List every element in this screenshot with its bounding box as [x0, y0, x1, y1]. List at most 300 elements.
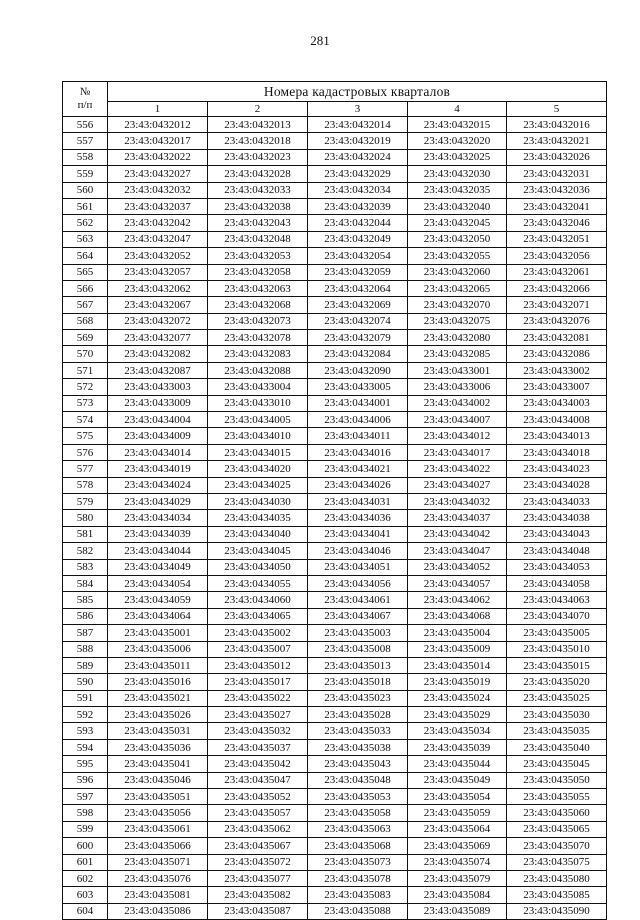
cadastral-number-cell: 23:43:0435001	[108, 625, 208, 641]
table-row	[63, 821, 607, 837]
cadastral-number-cell: 23:43:0434040	[208, 526, 308, 542]
row-number-cell: 601	[63, 854, 108, 870]
cadastral-number-cell: 23:43:0434007	[408, 412, 507, 428]
cadastral-number-cell: 23:43:0432084	[308, 346, 408, 362]
cadastral-number-cell: 23:43:0435020	[507, 674, 607, 690]
cadastral-number-cell: 23:43:0434014	[108, 444, 208, 460]
cadastral-number-cell: 23:43:0435015	[507, 657, 607, 673]
cadastral-number-cell: 23:43:0435031	[108, 723, 208, 739]
cadastral-number-cell: 23:43:0434029	[108, 493, 208, 509]
cadastral-number-cell: 23:43:0435081	[108, 887, 208, 903]
table-row	[63, 789, 607, 805]
cadastral-number-cell: 23:43:0432020	[408, 133, 507, 149]
cadastral-number-cell: 23:43:0432029	[308, 166, 408, 182]
row-number-cell: 557	[63, 133, 108, 149]
cadastral-number-cell: 23:43:0432015	[408, 117, 507, 133]
cadastral-number-cell: 23:43:0435011	[108, 657, 208, 673]
cadastral-number-cell: 23:43:0432035	[408, 182, 507, 198]
cadastral-number-cell: 23:43:0434024	[108, 477, 208, 493]
table-row	[63, 903, 607, 919]
row-number-cell: 576	[63, 444, 108, 460]
cadastral-number-cell: 23:43:0432040	[408, 198, 507, 214]
cadastral-number-cell: 23:43:0434061	[308, 592, 408, 608]
cadastral-number-cell: 23:43:0432077	[108, 330, 208, 346]
cadastral-number-cell: 23:43:0432066	[507, 280, 607, 296]
table-row	[63, 412, 607, 428]
cadastral-number-cell: 23:43:0434012	[408, 428, 507, 444]
cadastral-number-cell: 23:43:0435044	[408, 756, 507, 772]
cadastral-number-cell: 23:43:0432079	[308, 330, 408, 346]
cadastral-number-cell: 23:43:0435085	[507, 887, 607, 903]
cadastral-number-cell: 23:43:0434062	[408, 592, 507, 608]
row-number-cell: 583	[63, 559, 108, 575]
cadastral-number-cell: 23:43:0434044	[108, 543, 208, 559]
cadastral-number-cell: 23:43:0435084	[408, 887, 507, 903]
row-number-cell: 582	[63, 543, 108, 559]
cadastral-number-cell: 23:43:0432019	[308, 133, 408, 149]
table-row	[63, 166, 607, 182]
cadastral-number-cell: 23:43:0432078	[208, 330, 308, 346]
table-row	[63, 510, 607, 526]
cadastral-number-cell: 23:43:0432061	[507, 264, 607, 280]
cadastral-number-cell: 23:43:0432036	[507, 182, 607, 198]
table-row	[63, 625, 607, 641]
cadastral-number-cell: 23:43:0434026	[308, 477, 408, 493]
table-row	[63, 395, 607, 411]
cadastral-number-cell: 23:43:0434013	[507, 428, 607, 444]
cadastral-number-cell: 23:43:0435018	[308, 674, 408, 690]
table-row	[63, 543, 607, 559]
cadastral-number-cell: 23:43:0435053	[308, 789, 408, 805]
cadastral-number-cell: 23:43:0434052	[408, 559, 507, 575]
cadastral-number-cell: 23:43:0432016	[507, 117, 607, 133]
table-row	[63, 772, 607, 788]
cadastral-number-cell: 23:43:0434055	[208, 575, 308, 591]
cadastral-number-cell: 23:43:0435009	[408, 641, 507, 657]
cadastral-number-cell: 23:43:0432088	[208, 362, 308, 378]
table-row	[63, 215, 607, 231]
cadastral-number-cell: 23:43:0435026	[108, 707, 208, 723]
cadastral-number-cell: 23:43:0435027	[208, 707, 308, 723]
cadastral-number-cell: 23:43:0432025	[408, 149, 507, 165]
cadastral-number-cell: 23:43:0432069	[308, 297, 408, 313]
cadastral-number-cell: 23:43:0432062	[108, 280, 208, 296]
cadastral-number-cell: 23:43:0432047	[108, 231, 208, 247]
cadastral-number-cell: 23:43:0434050	[208, 559, 308, 575]
row-number-cell: 569	[63, 330, 108, 346]
row-number-cell: 566	[63, 280, 108, 296]
cadastral-number-cell: 23:43:0435010	[507, 641, 607, 657]
cadastral-number-cell: 23:43:0434039	[108, 526, 208, 542]
cadastral-number-cell: 23:43:0435071	[108, 854, 208, 870]
cadastral-number-cell: 23:43:0435068	[308, 838, 408, 854]
cadastral-number-cell: 23:43:0434011	[308, 428, 408, 444]
cadastral-number-cell: 23:43:0434018	[507, 444, 607, 460]
cadastral-number-cell: 23:43:0435037	[208, 739, 308, 755]
cadastral-number-cell: 23:43:0435034	[408, 723, 507, 739]
cadastral-number-cell: 23:43:0432023	[208, 149, 308, 165]
cadastral-number-cell: 23:43:0435035	[507, 723, 607, 739]
cadastral-number-cell: 23:43:0432086	[507, 346, 607, 362]
cadastral-number-cell: 23:43:0435070	[507, 838, 607, 854]
cadastral-number-cell: 23:43:0432042	[108, 215, 208, 231]
cadastral-number-cell: 23:43:0434067	[308, 608, 408, 624]
table-row	[63, 330, 607, 346]
cadastral-number-cell: 23:43:0435006	[108, 641, 208, 657]
cadastral-number-cell: 23:43:0435029	[408, 707, 507, 723]
cadastral-number-cell: 23:43:0435002	[208, 625, 308, 641]
row-number-cell: 587	[63, 625, 108, 641]
row-number-cell: 598	[63, 805, 108, 821]
cadastral-number-cell: 23:43:0432024	[308, 149, 408, 165]
row-number-cell: 562	[63, 215, 108, 231]
row-number-cell: 593	[63, 723, 108, 739]
cadastral-number-cell: 23:43:0435028	[308, 707, 408, 723]
table-body	[63, 117, 607, 920]
cadastral-number-cell: 23:43:0432031	[507, 166, 607, 182]
cadastral-number-cell: 23:43:0435058	[308, 805, 408, 821]
table-row	[63, 838, 607, 854]
cadastral-number-cell: 23:43:0433006	[408, 379, 507, 395]
cadastral-number-cell: 23:43:0432022	[108, 149, 208, 165]
cadastral-number-cell: 23:43:0435075	[507, 854, 607, 870]
cadastral-number-cell: 23:43:0432044	[308, 215, 408, 231]
row-number-cell: 567	[63, 297, 108, 313]
row-number-header-line2: п/п	[77, 99, 93, 111]
cadastral-number-cell: 23:43:0434030	[208, 493, 308, 509]
table-row	[63, 280, 607, 296]
table-row	[63, 707, 607, 723]
cadastral-number-cell: 23:43:0432012	[108, 117, 208, 133]
table-row	[63, 264, 607, 280]
cadastral-number-cell: 23:43:0434041	[308, 526, 408, 542]
cadastral-number-cell: 23:43:0432059	[308, 264, 408, 280]
cadastral-number-cell: 23:43:0435047	[208, 772, 308, 788]
row-number-cell: 570	[63, 346, 108, 362]
cadastral-number-cell: 23:43:0435078	[308, 870, 408, 886]
cadastral-number-cell: 23:43:0435017	[208, 674, 308, 690]
table-row	[63, 887, 607, 903]
cadastral-number-cell: 23:43:0434035	[208, 510, 308, 526]
row-number-cell: 597	[63, 789, 108, 805]
cadastral-number-cell: 23:43:0434015	[208, 444, 308, 460]
row-number-cell: 594	[63, 739, 108, 755]
cadastral-number-cell: 23:43:0432056	[507, 248, 607, 264]
cadastral-number-cell: 23:43:0435042	[208, 756, 308, 772]
cadastral-number-cell: 23:43:0435076	[108, 870, 208, 886]
cadastral-number-cell: 23:43:0435062	[208, 821, 308, 837]
cadastral-number-cell: 23:43:0432085	[408, 346, 507, 362]
cadastral-number-cell: 23:43:0433004	[208, 379, 308, 395]
table-row	[63, 313, 607, 329]
cadastral-number-cell: 23:43:0435055	[507, 789, 607, 805]
cadastral-number-cell: 23:43:0432080	[408, 330, 507, 346]
cadastral-number-cell: 23:43:0432013	[208, 117, 308, 133]
cadastral-number-cell: 23:43:0435022	[208, 690, 308, 706]
cadastral-number-cell: 23:43:0434031	[308, 493, 408, 509]
cadastral-number-cell: 23:43:0435032	[208, 723, 308, 739]
cadastral-number-cell: 23:43:0434009	[108, 428, 208, 444]
cadastral-number-cell: 23:43:0432071	[507, 297, 607, 313]
cadastral-number-cell: 23:43:0434057	[408, 575, 507, 591]
row-number-cell: 580	[63, 510, 108, 526]
cadastral-number-cell: 23:43:0434017	[408, 444, 507, 460]
cadastral-number-cell: 23:43:0434008	[507, 412, 607, 428]
cadastral-number-cell: 23:43:0435043	[308, 756, 408, 772]
cadastral-number-cell: 23:43:0434010	[208, 428, 308, 444]
cadastral-number-cell: 23:43:0432018	[208, 133, 308, 149]
row-number-cell: 604	[63, 903, 108, 919]
cadastral-number-cell: 23:43:0433007	[507, 379, 607, 395]
row-number-cell: 558	[63, 149, 108, 165]
column-header-3: 3	[308, 102, 408, 117]
cadastral-number-cell: 23:43:0432026	[507, 149, 607, 165]
row-number-cell: 596	[63, 772, 108, 788]
row-number-cell: 586	[63, 608, 108, 624]
table-row	[63, 559, 607, 575]
row-number-cell: 588	[63, 641, 108, 657]
cadastral-number-cell: 23:43:0434048	[507, 543, 607, 559]
cadastral-number-cell: 23:43:0435004	[408, 625, 507, 641]
cadastral-number-cell: 23:43:0434063	[507, 592, 607, 608]
table-row	[63, 362, 607, 378]
cadastral-number-cell: 23:43:0432038	[208, 198, 308, 214]
row-number-cell: 581	[63, 526, 108, 542]
cadastral-number-cell: 23:43:0435089	[408, 903, 507, 919]
table-row	[63, 854, 607, 870]
cadastral-number-cell: 23:43:0432087	[108, 362, 208, 378]
cadastral-number-cell: 23:43:0434045	[208, 543, 308, 559]
cadastral-number-cell: 23:43:0435064	[408, 821, 507, 837]
cadastral-number-cell: 23:43:0432055	[408, 248, 507, 264]
row-number-cell: 602	[63, 870, 108, 886]
cadastral-number-cell: 23:43:0434022	[408, 461, 507, 477]
cadastral-number-cell: 23:43:0435013	[308, 657, 408, 673]
cadastral-number-cell: 23:43:0435008	[308, 641, 408, 657]
cadastral-number-cell: 23:43:0435080	[507, 870, 607, 886]
row-number-header	[63, 82, 108, 117]
cadastral-number-cell: 23:43:0432030	[408, 166, 507, 182]
cadastral-number-cell: 23:43:0435067	[208, 838, 308, 854]
cadastral-number-cell: 23:43:0433003	[108, 379, 208, 395]
table-row	[63, 575, 607, 591]
table-row	[63, 870, 607, 886]
cadastral-number-cell: 23:43:0435065	[507, 821, 607, 837]
cadastral-number-cell: 23:43:0432045	[408, 215, 507, 231]
row-number-cell: 603	[63, 887, 108, 903]
cadastral-number-cell: 23:43:0435019	[408, 674, 507, 690]
cadastral-number-cell: 23:43:0434033	[507, 493, 607, 509]
table-row	[63, 657, 607, 673]
column-header-5: 5	[507, 102, 607, 117]
table-row	[63, 477, 607, 493]
cadastral-number-cell: 23:43:0432072	[108, 313, 208, 329]
cadastral-number-cell: 23:43:0434004	[108, 412, 208, 428]
cadastral-number-cell: 23:43:0435049	[408, 772, 507, 788]
cadastral-number-cell: 23:43:0435066	[108, 838, 208, 854]
row-number-cell: 556	[63, 117, 108, 133]
cadastral-number-cell: 23:43:0435033	[308, 723, 408, 739]
table-row	[63, 117, 607, 133]
table-header	[63, 82, 607, 117]
cadastral-number-cell: 23:43:0435054	[408, 789, 507, 805]
table-row	[63, 674, 607, 690]
row-number-cell: 591	[63, 690, 108, 706]
table-row	[63, 428, 607, 444]
cadastral-number-cell: 23:43:0434070	[507, 608, 607, 624]
cadastral-number-cell: 23:43:0435060	[507, 805, 607, 821]
cadastral-number-cell: 23:43:0435023	[308, 690, 408, 706]
row-number-cell: 572	[63, 379, 108, 395]
table-title-header: Номера кадастровых кварталов	[108, 82, 607, 102]
row-number-header-line1: №	[79, 86, 91, 98]
cadastral-number-cell: 23:43:0435036	[108, 739, 208, 755]
cadastral-number-cell: 23:43:0435046	[108, 772, 208, 788]
table-row	[63, 198, 607, 214]
cadastral-number-cell: 23:43:0432032	[108, 182, 208, 198]
cadastral-number-cell: 23:43:0432074	[308, 313, 408, 329]
table-row	[63, 444, 607, 460]
cadastral-number-cell: 23:43:0434065	[208, 608, 308, 624]
cadastral-number-cell: 23:43:0435056	[108, 805, 208, 821]
cadastral-number-cell: 23:43:0432017	[108, 133, 208, 149]
cadastral-number-cell: 23:43:0434016	[308, 444, 408, 460]
cadastral-number-cell: 23:43:0435039	[408, 739, 507, 755]
cadastral-number-cell: 23:43:0435057	[208, 805, 308, 821]
table-row	[63, 723, 607, 739]
cadastral-number-cell: 23:43:0435016	[108, 674, 208, 690]
cadastral-number-cell: 23:43:0432060	[408, 264, 507, 280]
cadastral-number-cell: 23:43:0432083	[208, 346, 308, 362]
cadastral-number-cell: 23:43:0435079	[408, 870, 507, 886]
cadastral-number-cell: 23:43:0435003	[308, 625, 408, 641]
cadastral-number-cell: 23:43:0435050	[507, 772, 607, 788]
cadastral-number-cell: 23:43:0434046	[308, 543, 408, 559]
cadastral-number-cell: 23:43:0434002	[408, 395, 507, 411]
cadastral-number-cell: 23:43:0435063	[308, 821, 408, 837]
cadastral-number-cell: 23:43:0434028	[507, 477, 607, 493]
row-number-cell: 595	[63, 756, 108, 772]
cadastral-number-cell: 23:43:0432090	[308, 362, 408, 378]
cadastral-number-cell: 23:43:0432054	[308, 248, 408, 264]
cadastral-number-cell: 23:43:0435045	[507, 756, 607, 772]
row-number-cell: 578	[63, 477, 108, 493]
table-row	[63, 379, 607, 395]
cadastral-number-cell: 23:43:0432058	[208, 264, 308, 280]
cadastral-number-cell: 23:43:0434021	[308, 461, 408, 477]
row-number-cell: 584	[63, 575, 108, 591]
table-row	[63, 182, 607, 198]
row-number-cell: 600	[63, 838, 108, 854]
column-header-4: 4	[408, 102, 507, 117]
cadastral-number-cell: 23:43:0434058	[507, 575, 607, 591]
cadastral-number-cell: 23:43:0434060	[208, 592, 308, 608]
cadastral-number-cell: 23:43:0432070	[408, 297, 507, 313]
cadastral-number-cell: 23:43:0435052	[208, 789, 308, 805]
cadastral-number-cell: 23:43:0435088	[308, 903, 408, 919]
cadastral-number-cell: 23:43:0432028	[208, 166, 308, 182]
cadastral-number-cell: 23:43:0434005	[208, 412, 308, 428]
cadastral-number-cell: 23:43:0434047	[408, 543, 507, 559]
cadastral-number-cell: 23:43:0432075	[408, 313, 507, 329]
cadastral-number-cell: 23:43:0434032	[408, 493, 507, 509]
cadastral-number-cell: 23:43:0432037	[108, 198, 208, 214]
row-number-cell: 568	[63, 313, 108, 329]
row-number-cell: 590	[63, 674, 108, 690]
table-row	[63, 592, 607, 608]
cadastral-number-cell: 23:43:0435030	[507, 707, 607, 723]
cadastral-number-cell: 23:43:0435087	[208, 903, 308, 919]
table-row	[63, 231, 607, 247]
cadastral-number-cell: 23:43:0435040	[507, 739, 607, 755]
table-row	[63, 608, 607, 624]
cadastral-number-cell: 23:43:0434001	[308, 395, 408, 411]
cadastral-number-cell: 23:43:0433009	[108, 395, 208, 411]
row-number-cell: 585	[63, 592, 108, 608]
cadastral-number-cell: 23:43:0432046	[507, 215, 607, 231]
table-row	[63, 526, 607, 542]
cadastral-number-cell: 23:43:0435051	[108, 789, 208, 805]
page-number: 281	[310, 33, 330, 48]
row-number-cell: 563	[63, 231, 108, 247]
cadastral-number-cell: 23:43:0434049	[108, 559, 208, 575]
cadastral-number-cell: 23:43:0434020	[208, 461, 308, 477]
cadastral-number-cell: 23:43:0432067	[108, 297, 208, 313]
table-row	[63, 641, 607, 657]
cadastral-number-cell: 23:43:0435007	[208, 641, 308, 657]
table-row	[63, 297, 607, 313]
row-number-cell: 564	[63, 248, 108, 264]
cadastral-number-cell: 23:43:0434059	[108, 592, 208, 608]
cadastral-number-cell: 23:43:0434054	[108, 575, 208, 591]
table-row	[63, 346, 607, 362]
cadastral-number-cell: 23:43:0432063	[208, 280, 308, 296]
cadastral-number-cell: 23:43:0435061	[108, 821, 208, 837]
cadastral-number-cell: 23:43:0432076	[507, 313, 607, 329]
cadastral-number-cell: 23:43:0435083	[308, 887, 408, 903]
cadastral-number-cell: 23:43:0434043	[507, 526, 607, 542]
cadastral-number-cell: 23:43:0432051	[507, 231, 607, 247]
cadastral-number-cell: 23:43:0435024	[408, 690, 507, 706]
row-number-cell: 560	[63, 182, 108, 198]
cadastral-number-cell: 23:43:0432050	[408, 231, 507, 247]
table-row	[63, 133, 607, 149]
row-number-cell: 573	[63, 395, 108, 411]
row-number-cell: 577	[63, 461, 108, 477]
cadastral-number-cell: 23:43:0432048	[208, 231, 308, 247]
cadastral-number-cell: 23:43:0432039	[308, 198, 408, 214]
cadastral-number-cell: 23:43:0435038	[308, 739, 408, 755]
table-row	[63, 493, 607, 509]
cadastral-number-cell: 23:43:0435072	[208, 854, 308, 870]
row-number-cell: 574	[63, 412, 108, 428]
row-number-cell: 559	[63, 166, 108, 182]
cadastral-number-cell: 23:43:0432033	[208, 182, 308, 198]
cadastral-number-cell: 23:43:0433001	[408, 362, 507, 378]
row-number-cell: 571	[63, 362, 108, 378]
cadastral-number-cell: 23:43:0433002	[507, 362, 607, 378]
cadastral-number-cell: 23:43:0434068	[408, 608, 507, 624]
column-header-1: 1	[108, 102, 208, 117]
row-number-cell: 579	[63, 493, 108, 509]
cadastral-number-cell: 23:43:0435048	[308, 772, 408, 788]
cadastral-number-cell: 23:43:0432027	[108, 166, 208, 182]
cadastral-number-cell: 23:43:0434037	[408, 510, 507, 526]
cadastral-number-cell: 23:43:0434003	[507, 395, 607, 411]
table-row	[63, 690, 607, 706]
cadastral-number-cell: 23:43:0434034	[108, 510, 208, 526]
row-number-cell: 565	[63, 264, 108, 280]
